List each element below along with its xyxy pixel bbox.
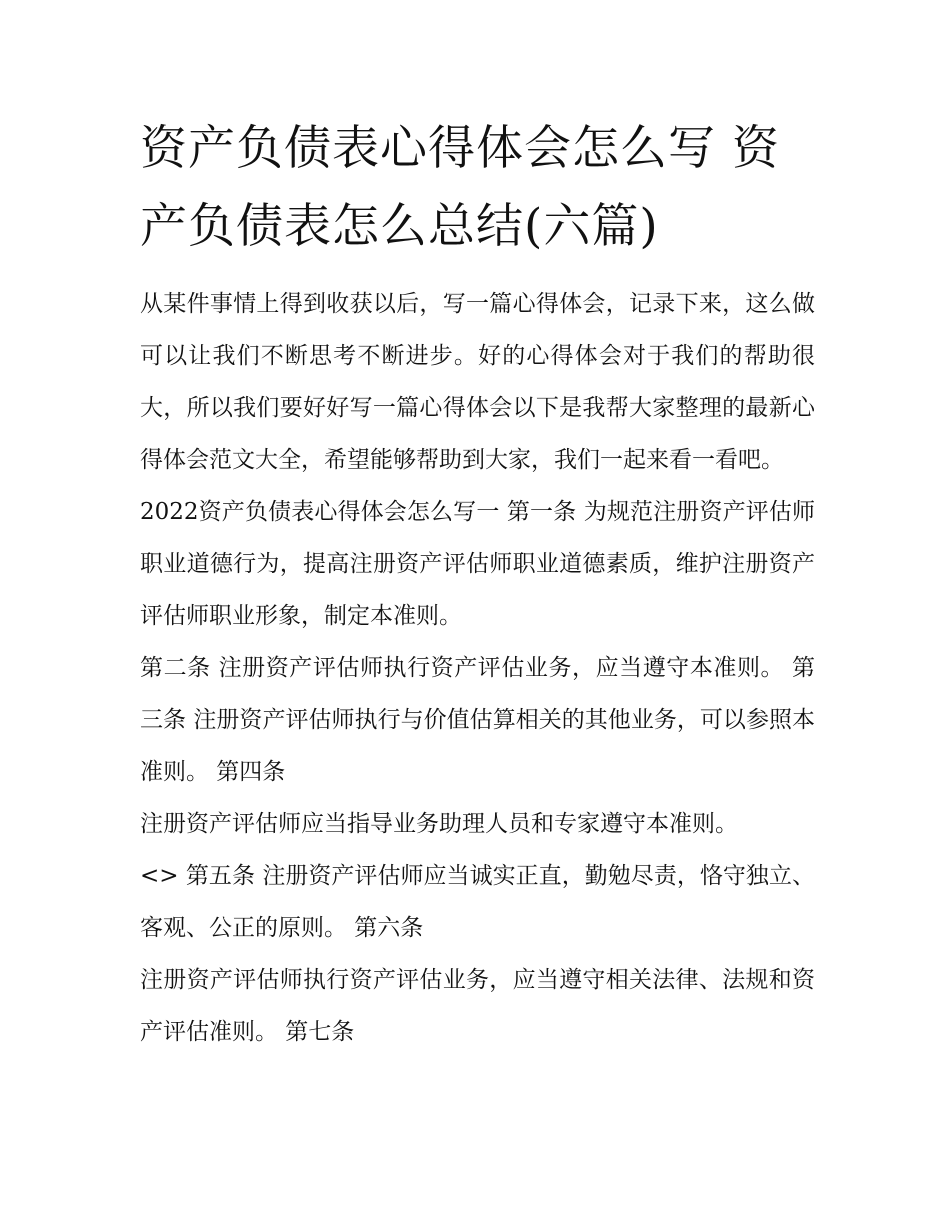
paragraph-article-1: 2022资产负债表心得体会怎么写一 第一条 为规范注册资产评估师职业道德行为，提高注册资产评估师职业道德素质，维护注册资产评估师职业形象，制定本准则。 <box>140 499 815 629</box>
paragraph-intro: 从某件事情上得到收获以后，写一篇心得体会，记录下来，这么做可以让我们不断思考不断进步。好的心得体会对于我们的帮助很大，所以我们要好好写一篇心得体会以下是我帮大家整理的最新心得体会范文大全，希望能够帮助到大家，我们一起来看一看吧。 <box>140 291 815 473</box>
document-title: 资产负债表心得体会怎么写 资产负债表怎么总结(六篇) <box>140 121 780 254</box>
paragraph-article-5: <> 第五条 注册资产评估师应当诚实正直，勤勉尽责，恪守独立、客观、公正的原则。 第六条 <box>140 863 815 941</box>
paragraph-article-4-body: 注册资产评估师应当指导业务助理人员和专家遵守本准则。 <box>140 811 738 837</box>
document-page <box>140 110 815 1058</box>
paragraph-article-6: 注册资产评估师执行资产评估业务，应当遵守相关法律、法规和资产评估准则。 第七条 <box>140 967 815 1045</box>
paragraph-article-2-4: 第二条 注册资产评估师执行资产评估业务，应当遵守本准则。 第三条 注册资产评估师执行与价值估算相关的其他业务，可以参照本准则。 第四条 <box>140 655 815 785</box>
